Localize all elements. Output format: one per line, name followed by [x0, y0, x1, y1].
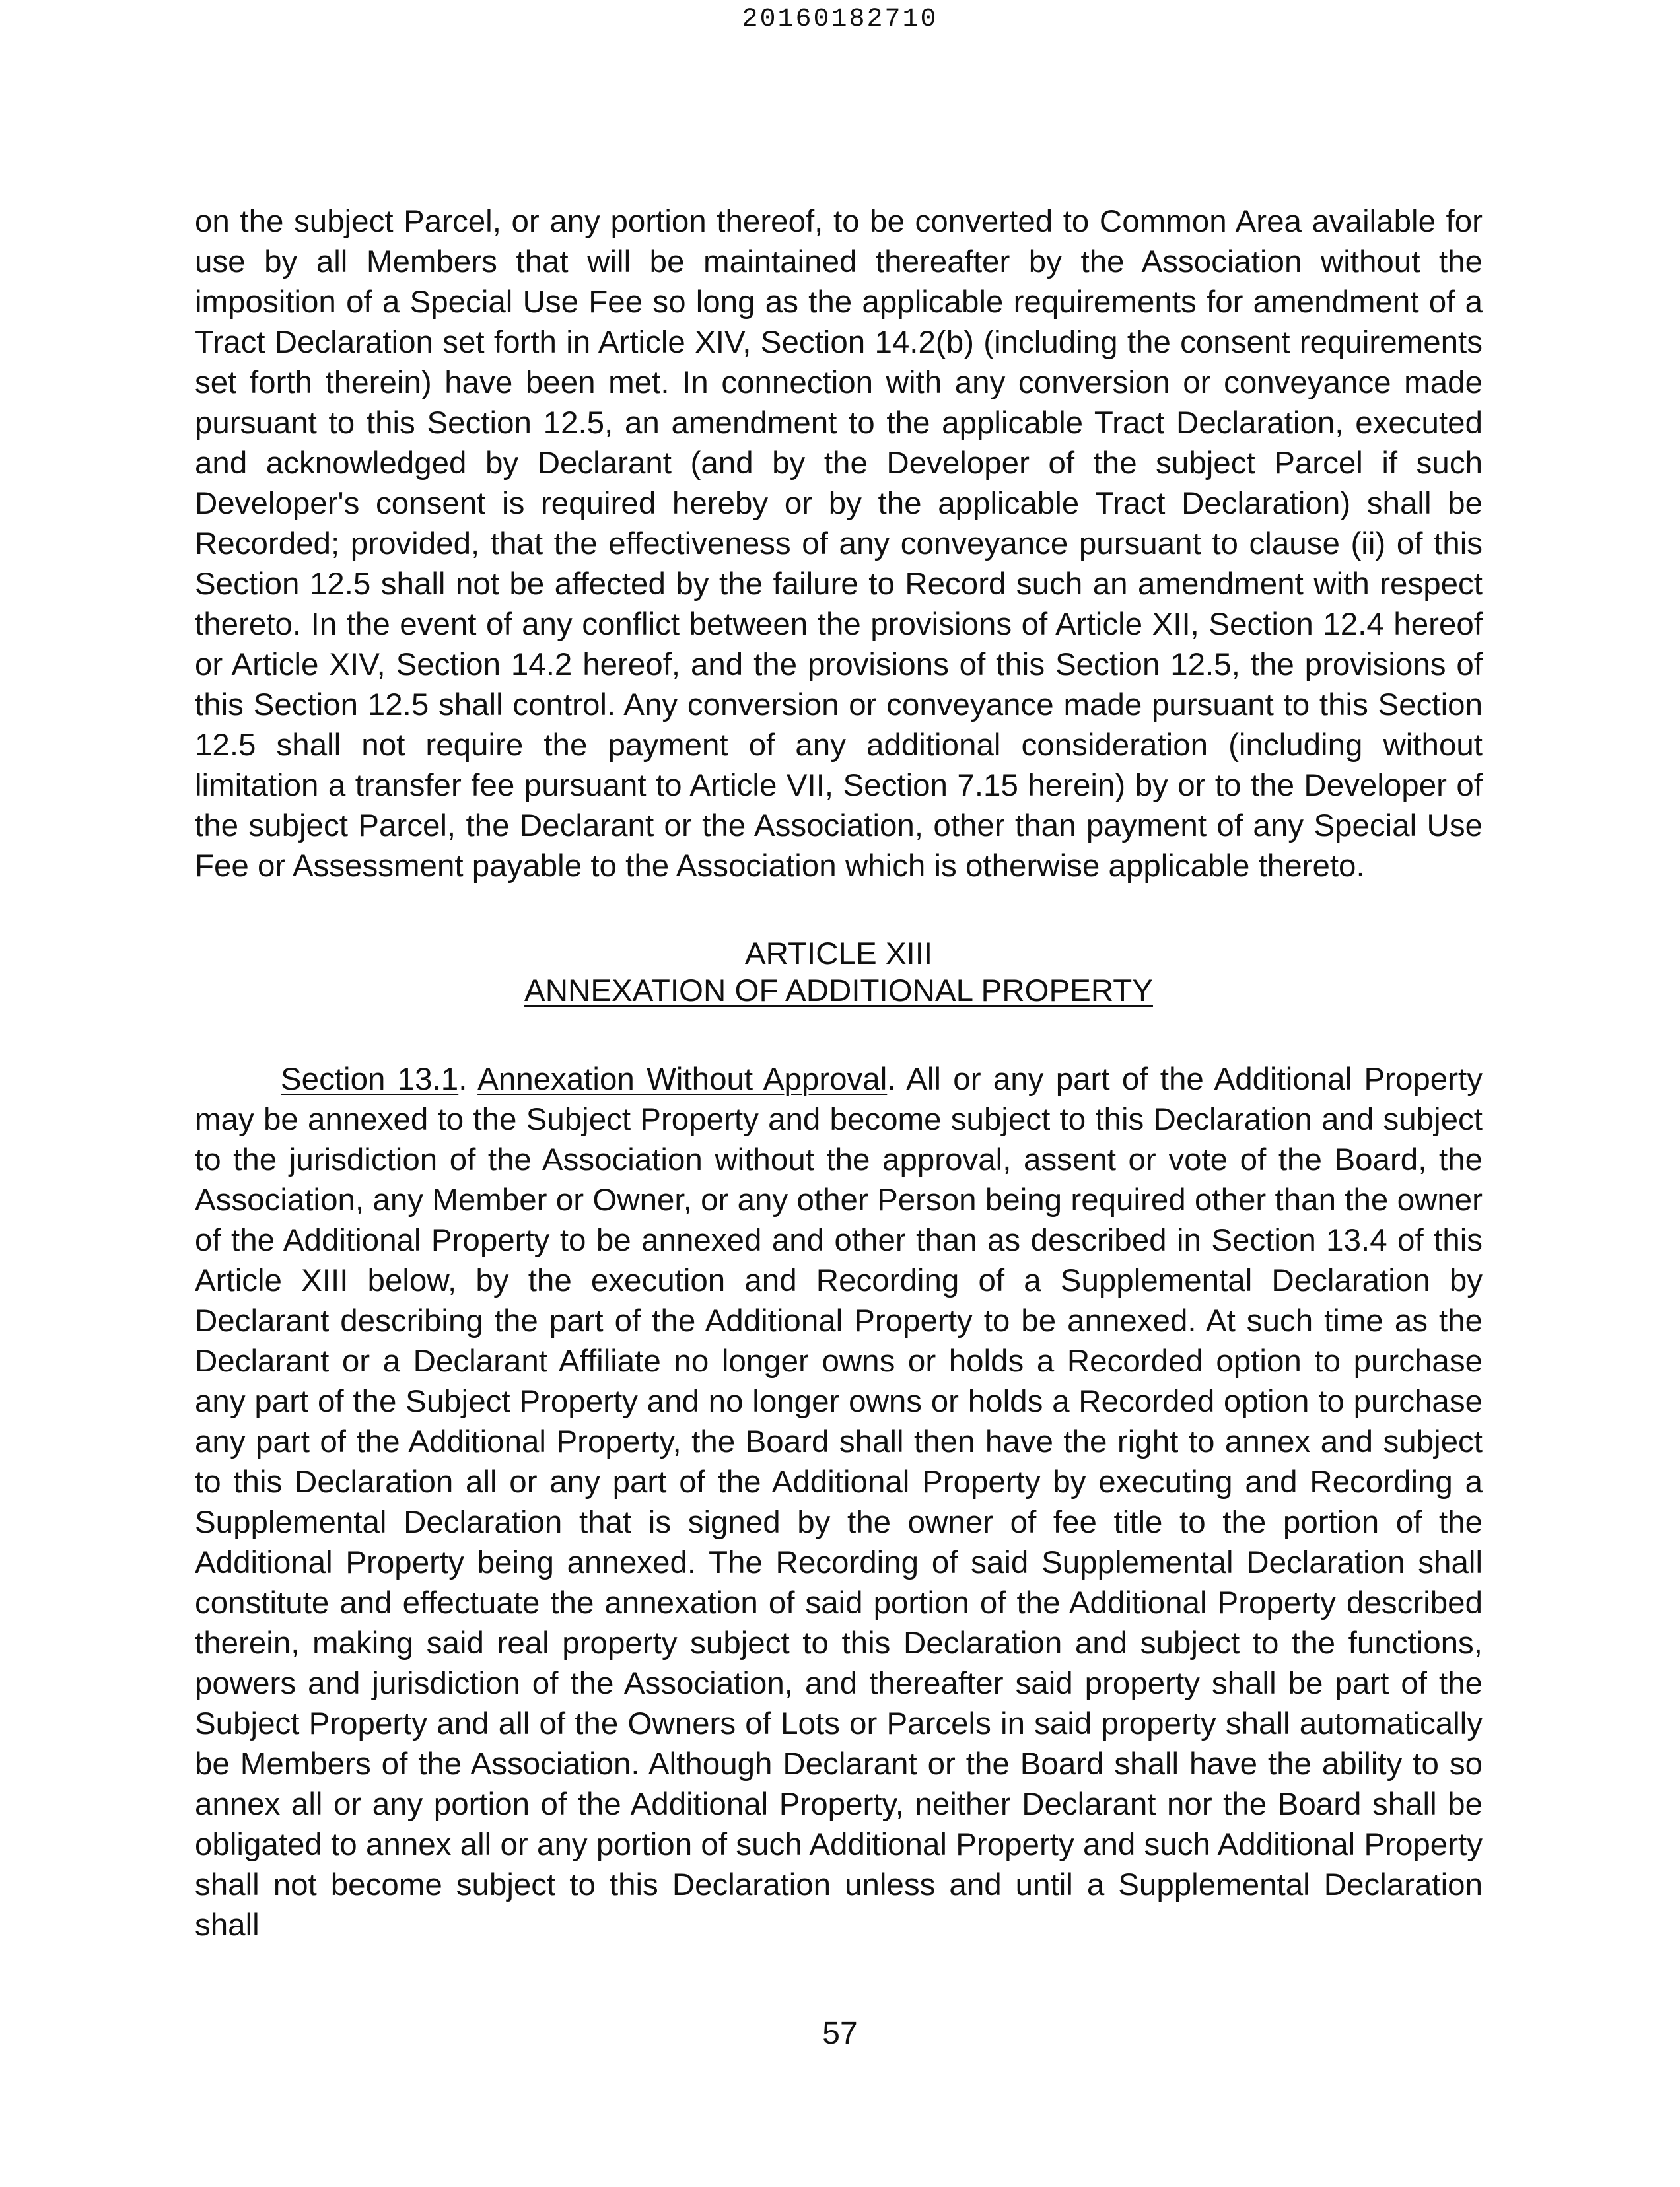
article-title: ANNEXATION OF ADDITIONAL PROPERTY — [524, 973, 1153, 1008]
section-number: Section 13.1 — [281, 1062, 459, 1097]
article-number: ARTICLE XIII — [744, 936, 933, 971]
document-number: 20160182710 — [742, 5, 938, 34]
page-number: 57 — [822, 2016, 858, 2051]
section-title: Annexation Without Approval — [477, 1062, 888, 1097]
section-13-1-text: All or any part of the Additional Property may be annexed to the Subject Property and become subject to this Declaration and subject to the jurisdiction of the Association without the approval, assent or vote of the Board, the Association, any Member or Owner, or any other Person being required other than the owner of the Additional Property to be annexed and other than as described in Section 13.4 of this Article XIII below, by the execution and Recording of a Supplemental Declaration by Declarant describing the part of the Additional Property to be annexed. At such time as the Declarant or a Declarant Affiliate no longer owns or holds a Recorded option to purchase any part of the Subject Property and no longer owns or holds a Recorded option to purchase any part of the Additional Property, the Board shall then have the right to annex and subject to this Declaration all or any part of the Additional Property by executing and Recording a Supplemental Declaration that is signed by the owner of fee title to the portion of the Additional Property being annexed. The Recording of said Supplemental Declaration shall constitute and effectuate the annexation of said portion of the Additional Property described therein, making said real property subject to this Declaration and subject to the functions, powers and jurisdiction of the Association, and thereafter said property shall be part of the Subject Property and all of the Owners of Lots or Parcels in said property shall automatically be Members of the Association. Although Declarant or the Board shall have the ability to so annex all or any portion of the Additional Property, neither Declarant nor the Board shall be obligated to annex all or any portion of such Additional Property and such Additional Property shall not become subject to this Declaration unless and until a Supplemental Declaration shall — [195, 1062, 1483, 1943]
paragraph-continuation: on the subject Parcel, or any portion thereof, to be converted to Common Area available for use by all Members that will be maintained thereafter by the Association without the imposition of a Special Use Fee so long as the applicable requirements for amendment of a Tract Declaration set forth in Article XIV, Section 14.2(b) (including the consent requirements set forth therein) have been met. In connection with any conversion or conveyance made pursuant to this Section 12.5, an amendment to the applicable Tract Declaration, executed and acknowledged by Declarant (and by the Developer of the subject Parcel if such Developer's consent is required hereby or by the applicable Tract Declaration) shall be Recorded; provided, that the effectiveness of any conveyance pursuant to clause (ii) of this Section 12.5 shall not be affected by the failure to Record such an amendment with respect thereto. In the event of any conflict between the provisions of Article XII, Section 12.4 hereof or Article XIV, Section 14.2 hereof, and the provisions of this Section 12.5, the provisions of this Section 12.5 shall control. Any conversion or conveyance made pursuant to this Section 12.5 shall not require the payment of any additional consideration (including without limitation a transfer fee pursuant to Article VII, Section 7.15 herein) by or to the Developer of the subject Parcel, the Declarant or the Association, other than payment of any Special Use Fee or Assessment payable to the Association which is otherwise applicable thereto. — [195, 204, 1483, 884]
section-13-1-paragraph: Section 13.1. Annexation Without Approval. All or any part of the Additional Property may be annexed to the Subject Property and become subject to this Declaration and subject to the jurisdiction of the Association without the approval, assent or vote of the Board, the Association, any Member or Owner, or any other Person being required other than the owner of the Additional Property to be annexed and other than as described in Section 13.4 of this Article XIII below, by the execution and Recording of a Supplemental Declaration by Declarant describing the part of the Additional Property to be annexed. At such time as the Declarant or a Declarant Affiliate no longer owns or holds a Recorded option to purchase any part of the Subject Property and no longer owns or holds a Recorded option to purchase any part of the Additional Property, the Board shall then have the right to annex and subject to this Declaration all or any part of the Additional Property by executing and Recording a Supplemental Declaration that is signed by the owner of fee title to the portion of the Additional Property being annexed. The Recording of said Supplemental Declaration shall constitute and effectuate the annexation of said portion of the Additional Property described therein, making said real property subject to this Declaration and subject to the functions, powers and jurisdiction of the Association, and thereafter said property shall be part of the Subject Property and all of the Owners of Lots or Parcels in said property shall automatically be Members of the Association. Although Declarant or the Board shall have the ability to so annex all or any portion of the Additional Property, neither Declarant nor the Board shall be obligated to annex all or any portion of such Additional Property and such Additional Property shall not become subject to this Declaration unless and until a Supplemental Declaration shall — [195, 1062, 1483, 1943]
article-heading-block — [195, 936, 1483, 1010]
page-body — [195, 201, 1483, 1945]
